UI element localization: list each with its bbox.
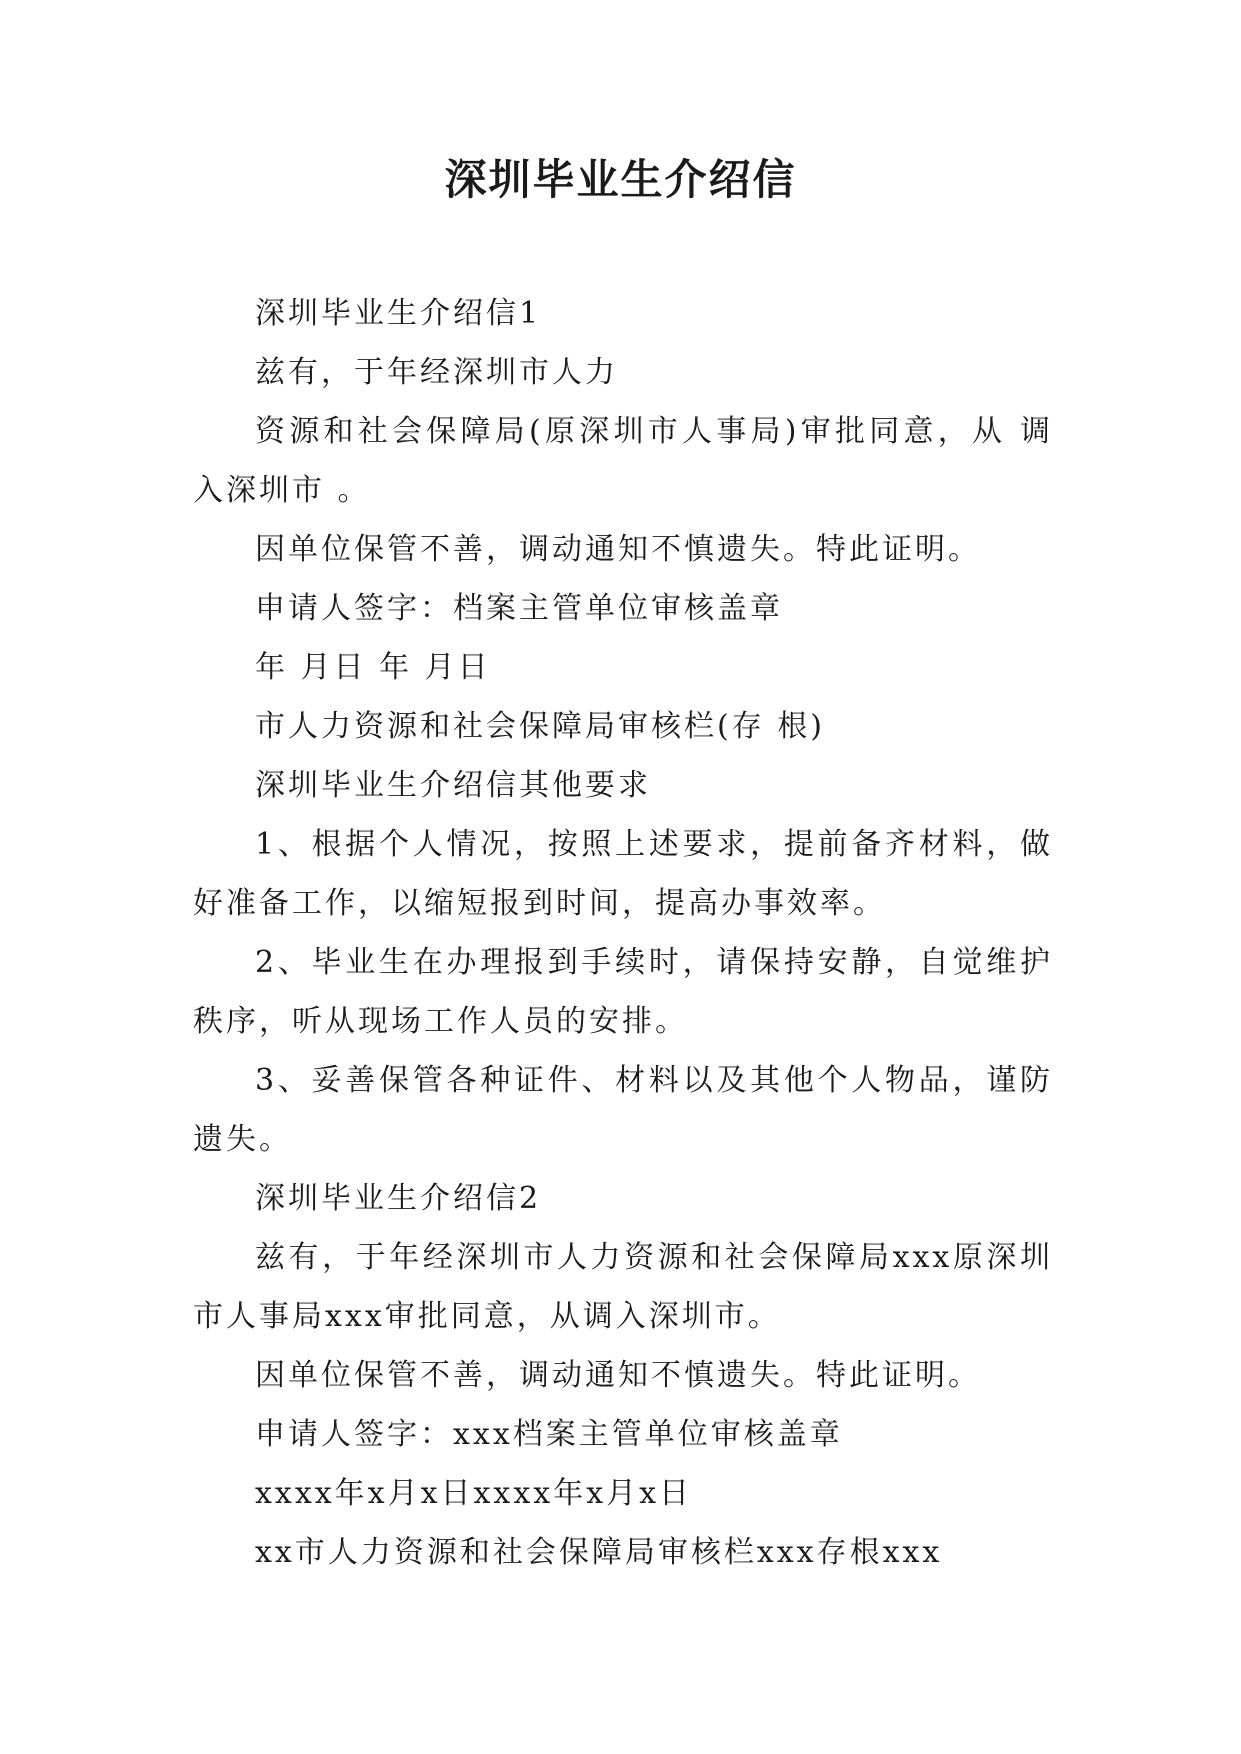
signature-line: 申请人签字：档案主管单位审核盖章 [255, 591, 783, 626]
section-heading-letter-2: 深圳毕业生介绍信2 [255, 1181, 542, 1216]
page-title: 深圳毕业生介绍信 [444, 155, 797, 204]
paragraph: 市人力资源和社会保障局审核栏(存 根) [255, 709, 825, 744]
requirement-item: 3、妥善保管各种证件、材料以及其他个人物品，谨防遗失。 [193, 1063, 1053, 1157]
date-line: 年 月日 年 月日 [255, 650, 491, 685]
section-heading-requirements: 深圳毕业生介绍信其他要求 [255, 768, 651, 803]
signature-line: 申请人签字：xxx档案主管单位审核盖章 [255, 1417, 843, 1452]
paragraph: 因单位保管不善，调动通知不慎遗失。特此证明。 [255, 1358, 981, 1393]
document-body [193, 284, 1053, 1582]
section-heading-letter-1: 深圳毕业生介绍信1 [255, 296, 542, 331]
requirement-item: 2、毕业生在办理报到手续时，请保持安静，自觉维护秩序，听从现场工作人员的安排。 [193, 945, 1053, 1039]
paragraph: 因单位保管不善，调动通知不慎遗失。特此证明。 [255, 532, 981, 567]
paragraph: 兹有，于年经深圳市人力 [255, 355, 618, 390]
paragraph: 兹有，于年经深圳市人力资源和社会保障局xxx原深圳市人事局xxx审批同意，从调入深圳市。 [193, 1240, 1053, 1334]
paragraph: 资源和社会保障局(原深圳市人事局)审批同意，从 调入深圳市 。 [193, 414, 1053, 508]
requirement-item: 1、根据个人情况，按照上述要求，提前备齐材料，做好准备工作，以缩短报到时间，提高办事效率。 [193, 827, 1053, 921]
date-line: xxxx年x月x日xxxx年x月x日 [255, 1476, 693, 1511]
paragraph: xx市人力资源和社会保障局审核栏xxx存根xxx [255, 1535, 943, 1570]
